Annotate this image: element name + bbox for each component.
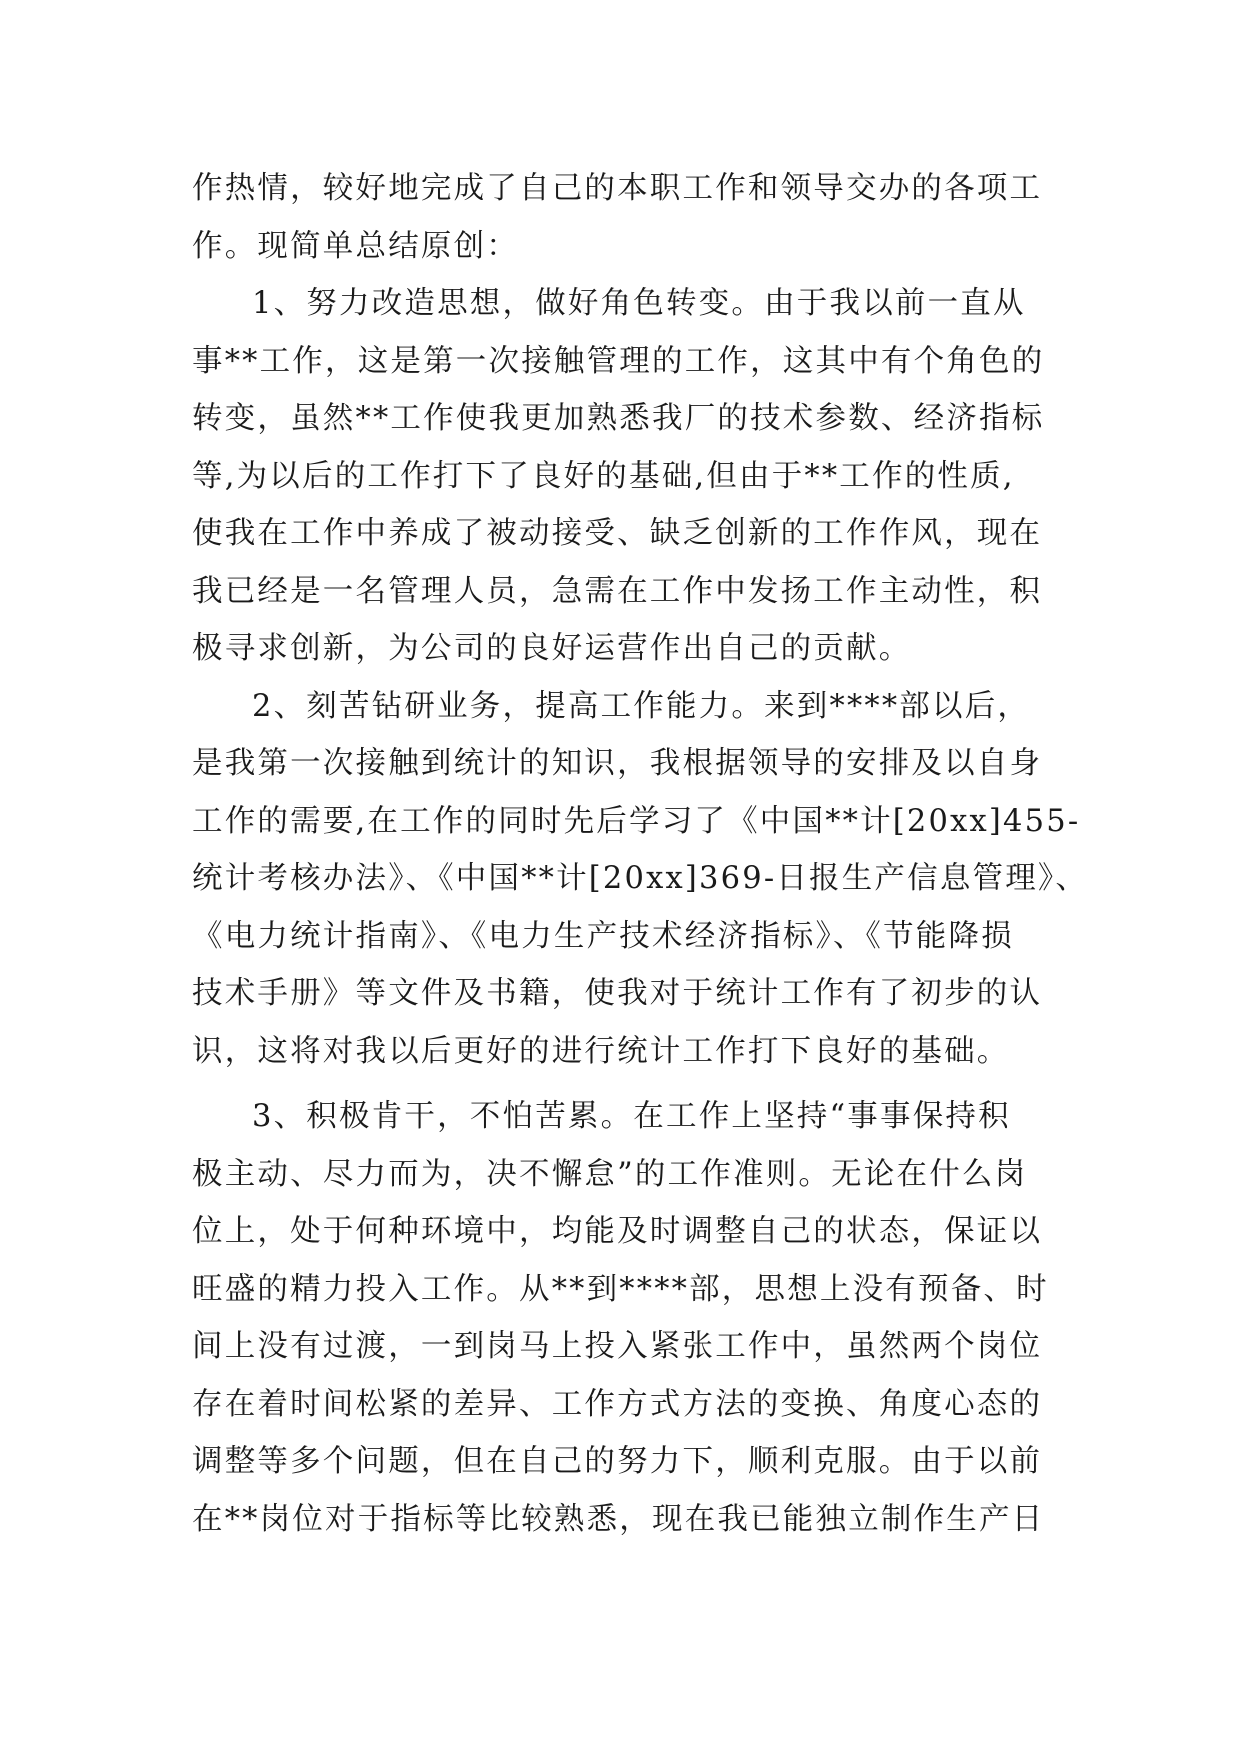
text-line: 等,为以后的工作打下了良好的基础,但由于**工作的性质,: [192, 458, 1015, 494]
paragraph-item-2: [192, 678, 1089, 1081]
text-line: 统计考核办法》、《中国**计[20xx]369-日报生产信息管理》、: [192, 861, 1089, 896]
body-text: [192, 160, 1089, 1548]
text-line: 在**岗位对于指标等比较熟悉，现在我已能独立制作生产日: [192, 1501, 1045, 1537]
text-line: 调整等多个问题，但在自己的努力下，顺利克服。由于以前: [192, 1444, 1043, 1479]
paragraph-item-3: [192, 1088, 1072, 1548]
text-line: 技术手册》等文件及书籍，使我对于统计工作有了初步的认: [192, 976, 1043, 1011]
text-line: 位上，处于何种环境中，均能及时调整自己的状态，保证以: [192, 1214, 1043, 1249]
paragraph-item-1: [192, 275, 1072, 678]
text-line: 旺盛的精力投入工作。从**到****部，思想上没有预备、时: [192, 1271, 1049, 1307]
text-line: 《电力统计指南》、《电力生产技术经济指标》、《节能降损: [192, 918, 1014, 954]
text-line: 使我在工作中养成了被动接受、缺乏创新的工作作风，现在: [192, 516, 1043, 551]
text-line: 极主动、尽力而为，决不懈怠”的工作准则。无论在什么岗: [192, 1156, 1028, 1192]
text-line: 是我第一次接触到统计的知识，我根据领导的安排及以自身: [192, 746, 1043, 781]
text-line: 极寻求创新，为公司的良好运营作出自己的贡献。: [192, 631, 912, 666]
text-line: 作热情，较好地完成了自己的本职工作和领导交办的各项工: [192, 171, 1043, 206]
text-line: 我已经是一名管理人员，急需在工作中发扬工作主动性，积: [192, 573, 1043, 609]
text-line: 2、刻苦钻研业务，提高工作能力。来到****部以后，: [252, 688, 1031, 724]
text-line: 工作的需要,在工作的同时先后学习了《中国**计[20xx]455-: [192, 803, 1081, 839]
text-line: 转变，虽然**工作使我更加熟悉我厂的技术参数、经济指标: [192, 401, 1045, 436]
paragraph-intro: [192, 160, 1072, 275]
text-line: 作。现简单总结原创：: [192, 228, 519, 264]
text-line: 识，这将对我以后更好的进行统计工作打下良好的基础。: [192, 1033, 1010, 1069]
text-line: 3、积极肯干，不怕苦累。在工作上坚持“事事保持积: [252, 1099, 1011, 1134]
text-line: 1、努力改造思想，做好角色转变。由于我以前一直从: [252, 286, 1026, 321]
text-line: 事**工作，这是第一次接触管理的工作，这其中有个角色的: [192, 343, 1045, 379]
text-line: 存在着时间松紧的差异、工作方式方法的变换、角度心态的: [192, 1386, 1043, 1422]
text-line: 间上没有过渡，一到岗马上投入紧张工作中，虽然两个岗位: [192, 1329, 1043, 1364]
